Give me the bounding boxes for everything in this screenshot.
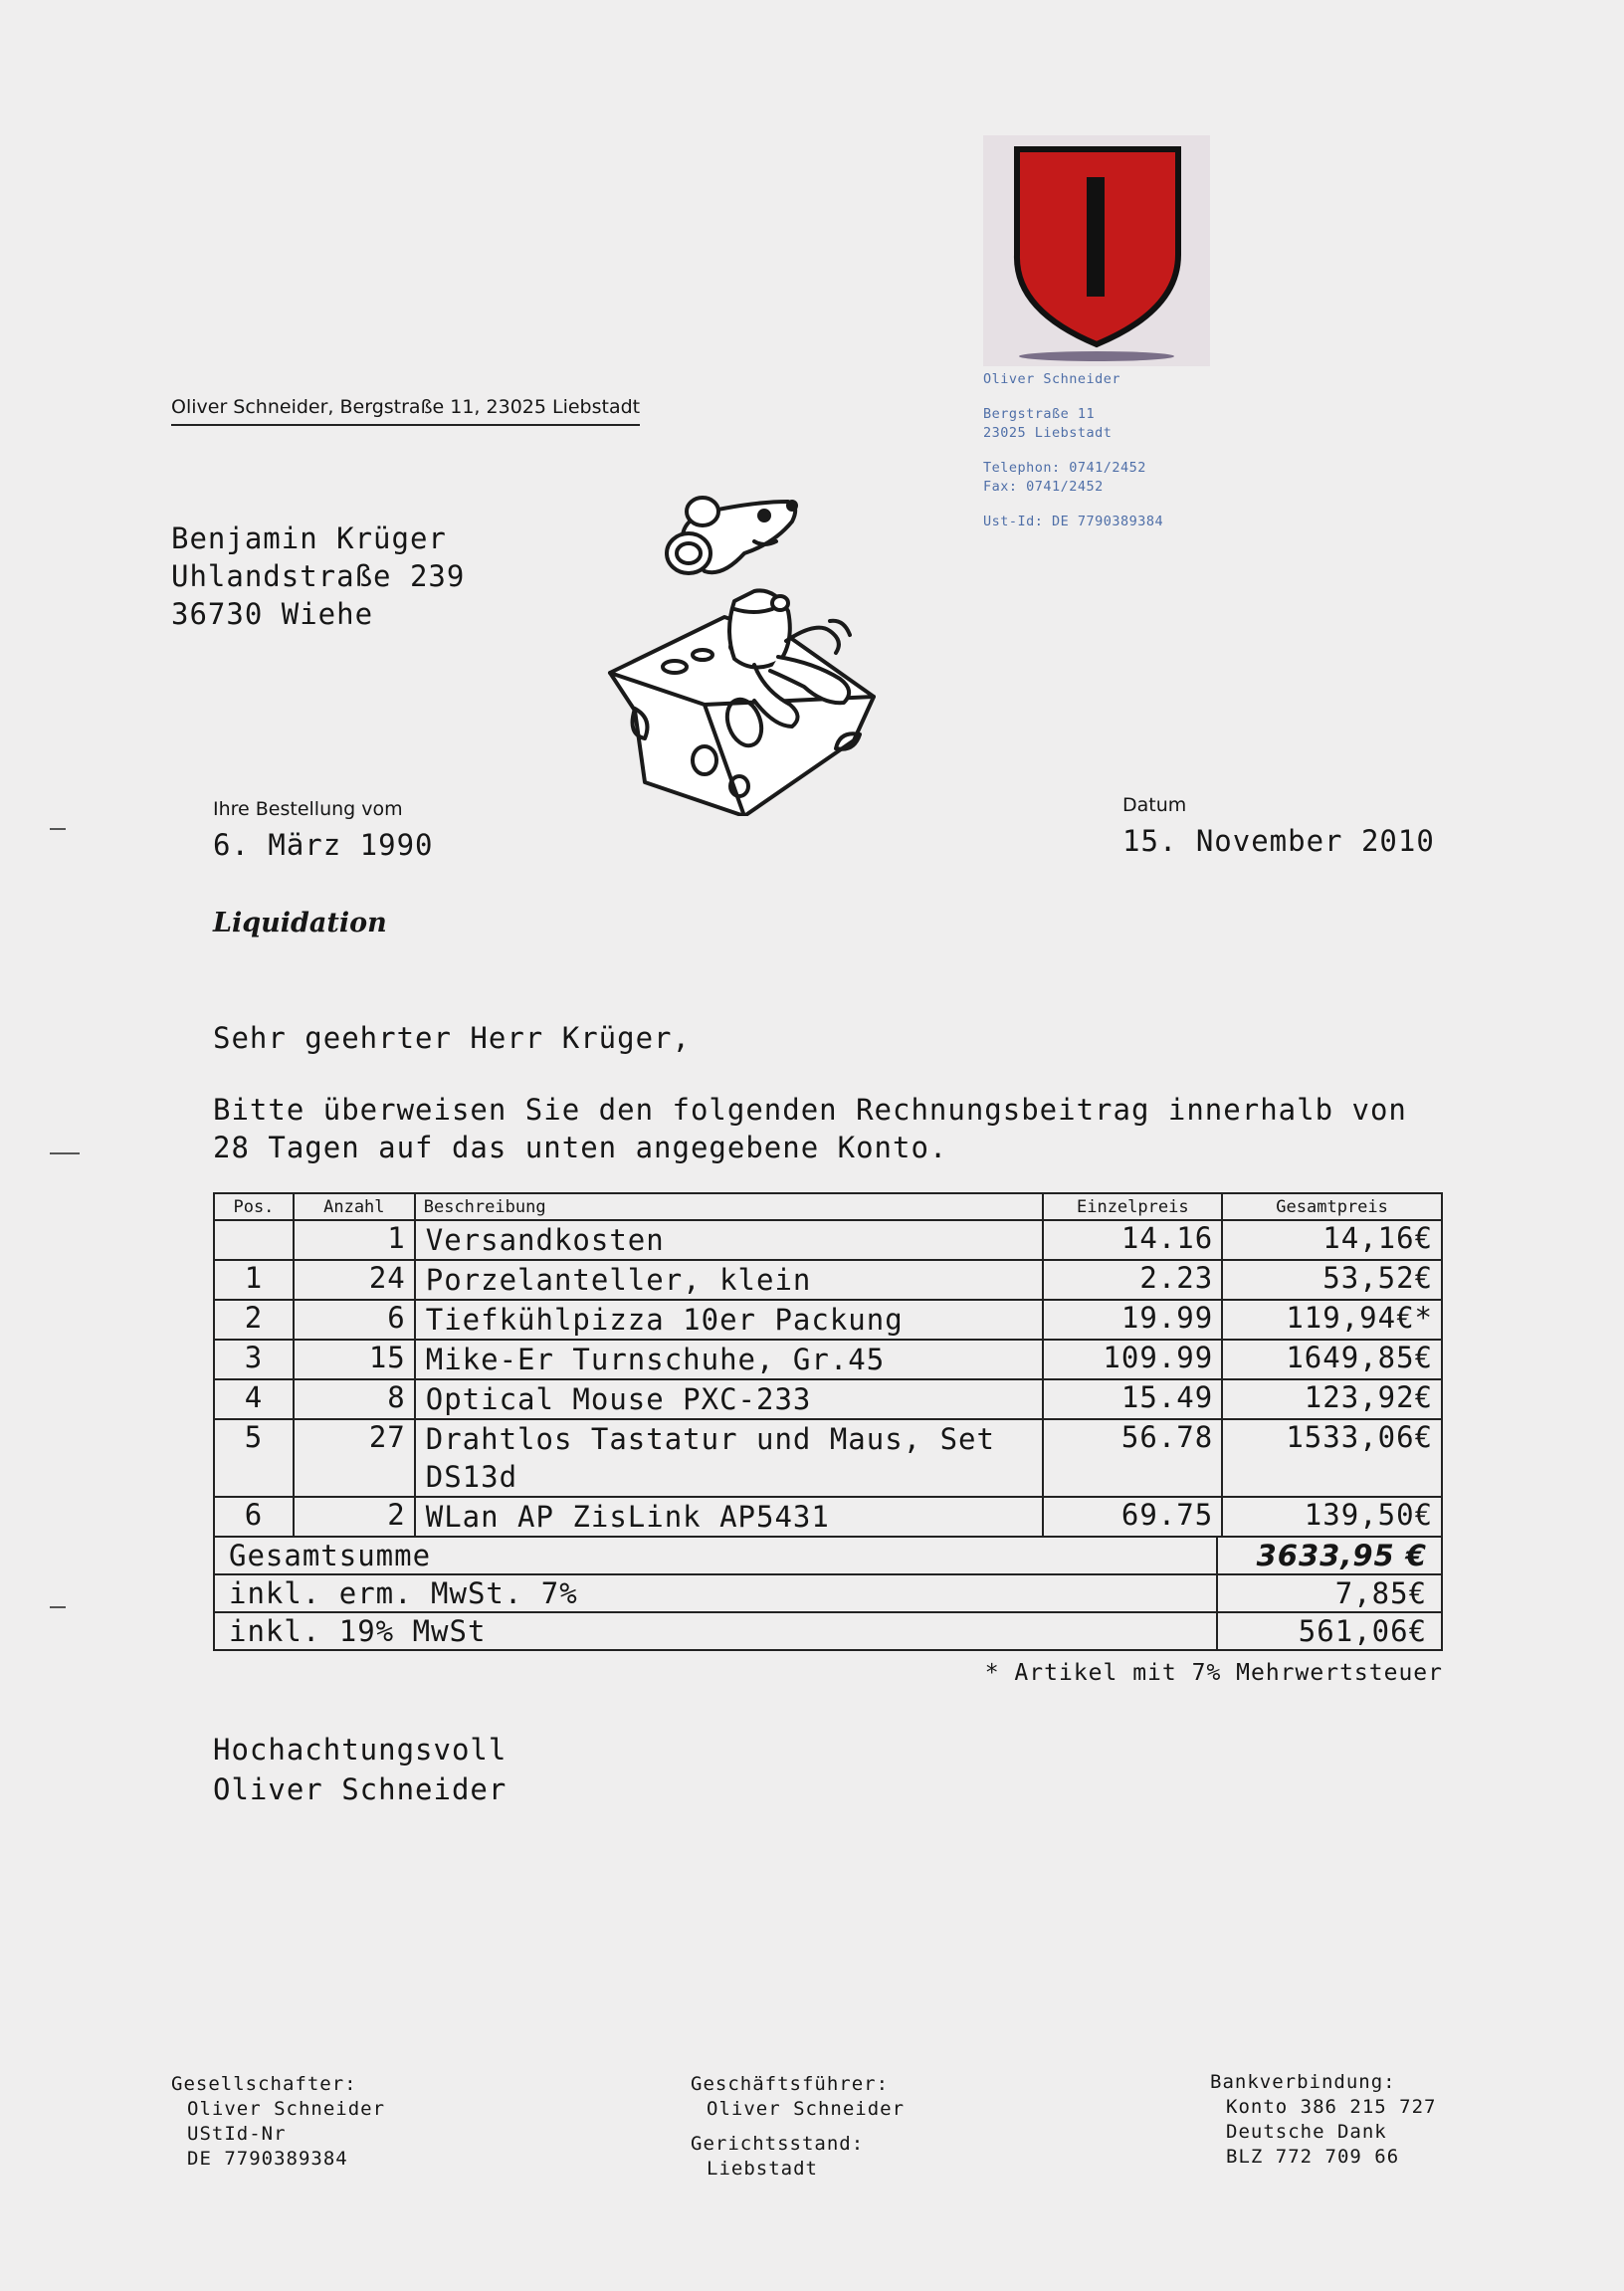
table-row xyxy=(214,1379,1442,1419)
row-qty: 15 xyxy=(294,1340,415,1379)
footer-bank-block xyxy=(1210,2070,1436,2170)
footer-ustid-value: DE 7790389384 xyxy=(187,2148,348,2170)
row-description: Mike-Er Turnschuhe, Gr.45 xyxy=(415,1340,1044,1379)
standard-vat-label: inkl. 19% MwSt xyxy=(214,1612,1217,1650)
row-pos: 1 xyxy=(214,1260,294,1300)
row-description: Optical Mouse PXC-233 xyxy=(415,1379,1044,1419)
footer-ceo-name: Oliver Schneider xyxy=(707,2098,906,2120)
letterhead-name: Oliver Schneider xyxy=(983,371,1121,387)
closing-signature: Oliver Schneider xyxy=(213,1772,508,1806)
footer-court-value: Liebstadt xyxy=(707,2158,818,2180)
table-row xyxy=(214,1340,1442,1379)
row-description: WLan AP ZisLink AP5431 xyxy=(415,1497,1044,1537)
footer-bank-label: Bankverbindung: xyxy=(1210,2071,1396,2093)
row-total-price: 119,94€* xyxy=(1222,1300,1442,1340)
row-total-price: 123,92€ xyxy=(1222,1379,1442,1419)
totals-table xyxy=(213,1536,1443,1651)
letterhead-city: 23025 Liebstadt xyxy=(983,425,1113,441)
letterhead-sender xyxy=(983,370,1163,531)
order-date-value: 6. März 1990 xyxy=(213,828,434,862)
row-qty: 1 xyxy=(294,1220,415,1260)
row-total-price: 1533,06€ xyxy=(1222,1419,1442,1497)
row-unit-price: 2.23 xyxy=(1043,1260,1222,1300)
row-description: Versandkosten xyxy=(415,1220,1044,1260)
body-line-2: 28 Tagen auf das unten angegebene Konto. xyxy=(213,1131,948,1164)
subject: Liquidation xyxy=(213,908,387,938)
row-pos: 5 xyxy=(214,1419,294,1497)
fold-mark xyxy=(50,828,66,830)
row-pos: 6 xyxy=(214,1497,294,1537)
row-total-price: 53,52€ xyxy=(1222,1260,1442,1300)
grand-total-row xyxy=(214,1537,1442,1574)
closing xyxy=(213,1730,507,1809)
row-total-price: 139,50€ xyxy=(1222,1497,1442,1537)
table-row xyxy=(214,1260,1442,1300)
recipient-address xyxy=(171,520,465,633)
mouse-on-cheese-illustration xyxy=(605,492,882,816)
footer-management-block xyxy=(691,2072,905,2182)
footer-bank-account: Konto 386 215 727 xyxy=(1226,2096,1437,2118)
row-pos: 2 xyxy=(214,1300,294,1340)
footer-partner-name: Oliver Schneider xyxy=(187,2098,386,2120)
row-pos: 4 xyxy=(214,1379,294,1419)
table-row xyxy=(214,1497,1442,1537)
row-unit-price: 109.99 xyxy=(1043,1340,1222,1379)
letterhead-fax: Fax: 0741/2452 xyxy=(983,479,1104,495)
reduced-vat-label: inkl. erm. MwSt. 7% xyxy=(214,1574,1217,1612)
row-pos: 3 xyxy=(214,1340,294,1379)
row-qty: 8 xyxy=(294,1379,415,1419)
grand-total-label: Gesamtsumme xyxy=(214,1537,1217,1574)
reduced-vat-row xyxy=(214,1574,1442,1612)
footer-bank-code: BLZ 772 709 66 xyxy=(1226,2146,1400,2168)
invoice-date-value: 15. November 2010 xyxy=(1122,824,1435,858)
recipient-city: 36730 Wiehe xyxy=(171,597,374,631)
recipient-name: Benjamin Krüger xyxy=(171,521,447,555)
table-row xyxy=(214,1300,1442,1340)
order-date-label: Ihre Bestellung vom xyxy=(213,798,403,820)
row-description: Drahtlos Tastatur und Maus, Set DS13d xyxy=(415,1419,1044,1497)
column-header-unit-price: Einzelpreis xyxy=(1043,1193,1222,1220)
row-qty: 27 xyxy=(294,1419,415,1497)
table-header-row xyxy=(214,1193,1442,1220)
column-header-pos: Pos. xyxy=(214,1193,294,1220)
row-qty: 6 xyxy=(294,1300,415,1340)
row-total-price: 14,16€ xyxy=(1222,1220,1442,1260)
row-unit-price: 19.99 xyxy=(1043,1300,1222,1340)
letterhead-street: Bergstraße 11 xyxy=(983,406,1096,422)
column-header-total-price: Gesamtpreis xyxy=(1222,1193,1442,1220)
table-row xyxy=(214,1419,1442,1497)
closing-greeting: Hochachtungsvoll xyxy=(213,1733,508,1767)
footer-ustid-label: UStId-Nr xyxy=(187,2123,287,2145)
footer-partner-block xyxy=(171,2072,385,2172)
row-unit-price: 14.16 xyxy=(1043,1220,1222,1260)
punch-mark xyxy=(50,1152,80,1154)
recipient-street: Uhlandstraße 239 xyxy=(171,559,466,593)
column-header-description: Beschreibung xyxy=(415,1193,1044,1220)
row-total-price: 1649,85€ xyxy=(1222,1340,1442,1379)
footer-ceo-label: Geschäftsführer: xyxy=(691,2073,890,2095)
footer-bank-name: Deutsche Dank xyxy=(1226,2121,1387,2143)
reduced-vat-value: 7,85€ xyxy=(1217,1574,1442,1612)
row-unit-price: 15.49 xyxy=(1043,1379,1222,1419)
row-description: Porzelanteller, klein xyxy=(415,1260,1044,1300)
shield-logo xyxy=(983,135,1210,366)
fold-mark xyxy=(50,1606,66,1608)
invoice-date-label: Datum xyxy=(1122,794,1187,816)
column-header-qty: Anzahl xyxy=(294,1193,415,1220)
letterhead-vat-id: Ust-Id: DE 7790389384 xyxy=(983,514,1164,529)
row-unit-price: 56.78 xyxy=(1043,1419,1222,1497)
row-unit-price: 69.75 xyxy=(1043,1497,1222,1537)
vat-footnote: * Artikel mit 7% Mehrwertsteuer xyxy=(984,1660,1443,1686)
row-pos xyxy=(214,1220,294,1260)
salutation: Sehr geehrter Herr Krüger, xyxy=(213,1021,691,1055)
row-qty: 2 xyxy=(294,1497,415,1537)
letterhead-telephone: Telephon: 0741/2452 xyxy=(983,460,1146,476)
footer-court-label: Gerichtsstand: xyxy=(691,2133,865,2155)
row-qty: 24 xyxy=(294,1260,415,1300)
return-address: Oliver Schneider, Bergstraße 11, 23025 Liebstadt xyxy=(171,396,640,426)
row-description: Tiefkühlpizza 10er Packung xyxy=(415,1300,1044,1340)
body-line-1: Bitte überweisen Sie den folgenden Rechnungsbeitrag innerhalb von xyxy=(213,1093,1407,1127)
standard-vat-row xyxy=(214,1612,1442,1650)
grand-total-value: 3633,95 € xyxy=(1217,1537,1442,1574)
table-row xyxy=(214,1220,1442,1260)
footer-partner-label: Gesellschafter: xyxy=(171,2073,357,2095)
standard-vat-value: 561,06€ xyxy=(1217,1612,1442,1650)
invoice-items-table xyxy=(213,1192,1443,1538)
